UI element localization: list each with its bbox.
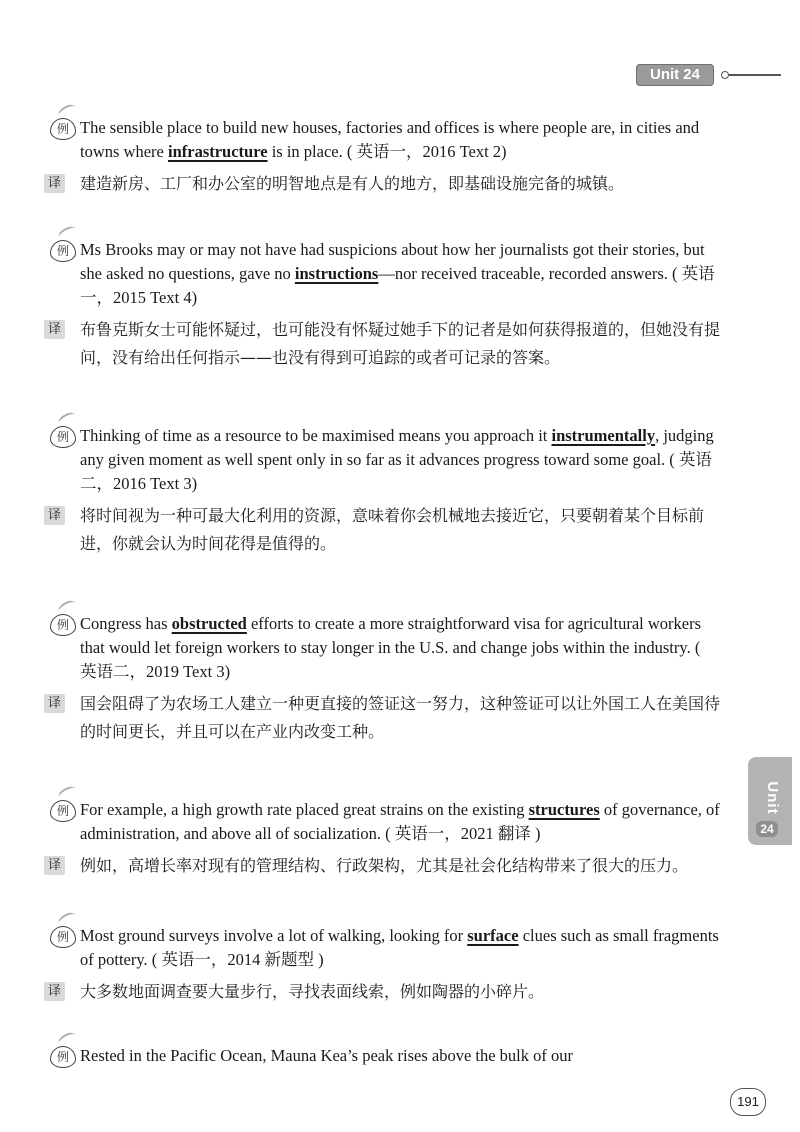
translation-text: 例如，高增长率对现有的管理结构、行政架构，尤其是社会化结构带来了很大的压力。 bbox=[80, 856, 689, 875]
example-mark-icon: 例 bbox=[50, 240, 76, 262]
sentence-text: efforts to create a more straightforward visa for agricultural workers that would let foreign workers to stay longer in the U.S. and change jobs within the industry. ( 英语二，2019 Text 3) bbox=[80, 614, 702, 681]
sentence-text: Thinking of time as a resource to be maximised means you approach it bbox=[80, 426, 552, 445]
keyword: structures bbox=[528, 800, 600, 819]
sentence-text: —nor received traceable, recorded answers. ( 英语一，2015 Text 4) bbox=[80, 264, 715, 307]
translation bbox=[48, 690, 720, 746]
translation-text: 布鲁克斯女士可能怀疑过，也可能没有怀疑过她手下的记者是如何获得报道的，但她没有提问，没有给出任何指示——也没有得到可追踪的或者可记录的答案。 bbox=[80, 320, 721, 367]
unit-badge: Unit 24 bbox=[636, 64, 714, 86]
feather-icon bbox=[57, 598, 78, 615]
translation bbox=[48, 170, 720, 198]
example-mark-icon: 例 bbox=[50, 614, 76, 636]
unit-side-tab bbox=[748, 757, 792, 845]
translation-mark-icon: 译 bbox=[44, 320, 65, 339]
keyword: instructions bbox=[294, 264, 379, 283]
example-block bbox=[48, 798, 720, 880]
translation bbox=[48, 502, 720, 558]
sentence-text: of governance, of administration, and above all of socialization. ( 英语一，2021 翻译 ) bbox=[80, 800, 720, 843]
translation-mark-icon: 译 bbox=[44, 982, 65, 1001]
side-tab-label: Unit bbox=[764, 781, 781, 815]
side-tab-number: 24 bbox=[756, 821, 778, 837]
example-mark-icon: 例 bbox=[50, 800, 76, 822]
sentence-text: Congress has bbox=[80, 614, 172, 633]
keyword: surface bbox=[467, 926, 519, 945]
translation bbox=[48, 316, 720, 372]
sentence-text: clues such as small fragments of pottery. ( 英语一，2014 新题型 ) bbox=[80, 926, 719, 969]
feather-icon bbox=[57, 910, 78, 927]
translation bbox=[48, 852, 720, 880]
translation-text: 大多数地面调查要大量步行，寻找表面线索，例如陶器的小碎片。 bbox=[80, 982, 545, 1001]
example-mark-icon: 例 bbox=[50, 118, 76, 140]
example-sentence bbox=[48, 1044, 720, 1068]
example-block bbox=[48, 924, 720, 1006]
sentence-text: The sensible place to build new houses, factories and offices is where people are, in cities and towns where bbox=[80, 118, 700, 161]
example-block bbox=[48, 116, 720, 198]
example-sentence bbox=[48, 612, 720, 684]
feather-icon bbox=[57, 102, 78, 119]
translation-mark-icon: 译 bbox=[44, 506, 65, 525]
header-dot bbox=[721, 71, 729, 79]
translation bbox=[48, 978, 720, 1006]
example-mark-icon: 例 bbox=[50, 926, 76, 948]
keyword: obstructed bbox=[171, 614, 247, 633]
example-mark-icon: 例 bbox=[50, 426, 76, 448]
sentence-text: is in place. ( 英语一，2016 Text 2) bbox=[267, 142, 507, 161]
example-block bbox=[48, 238, 720, 372]
feather-icon bbox=[57, 224, 78, 241]
sentence-text: Ms Brooks may or may not have had suspicions about how her journalists got their stories, but she asked no questions, gave no bbox=[80, 240, 705, 283]
example-block bbox=[48, 1044, 720, 1068]
feather-icon bbox=[57, 784, 78, 801]
header-rule bbox=[729, 74, 781, 76]
unit-header bbox=[636, 64, 781, 86]
keyword: infrastructure bbox=[167, 142, 268, 161]
example-sentence bbox=[48, 238, 720, 310]
example-sentence bbox=[48, 424, 720, 496]
feather-icon bbox=[57, 410, 78, 427]
sentence-text: , judging any given moment as well spent only in so far as it advances progress toward some goal. ( 英语二，2016 Text 3) bbox=[80, 426, 714, 493]
translation-mark-icon: 译 bbox=[44, 856, 65, 875]
example-sentence bbox=[48, 116, 720, 164]
keyword: instrumentally bbox=[551, 426, 656, 445]
translation-text: 将时间视为一种可最大化利用的资源，意味着你会机械地去接近它，只要朝着某个目标前进，你就会认为时间花得是值得的。 bbox=[80, 506, 705, 553]
page-number: 191 bbox=[730, 1088, 766, 1116]
example-sentence bbox=[48, 798, 720, 846]
translation-mark-icon: 译 bbox=[44, 174, 65, 193]
translation-mark-icon: 译 bbox=[44, 694, 65, 713]
example-block bbox=[48, 424, 720, 558]
translation-text: 国会阻碍了为农场工人建立一种更直接的签证这一努力，这种签证可以让外国工人在美国待的时间更长，并且可以在产业内改变工种。 bbox=[80, 694, 721, 741]
sentence-text: Rested in the Pacific Ocean, Mauna Kea’s peak rises above the bulk of our bbox=[80, 1046, 574, 1065]
example-mark-icon: 例 bbox=[50, 1046, 76, 1068]
example-block bbox=[48, 612, 720, 746]
sentence-text: Most ground surveys involve a lot of walking, looking for bbox=[80, 926, 468, 945]
example-sentence bbox=[48, 924, 720, 972]
feather-icon bbox=[57, 1030, 78, 1047]
translation-text: 建造新房、工厂和办公室的明智地点是有人的地方，即基础设施完备的城镇。 bbox=[80, 174, 625, 193]
sentence-text: For example, a high growth rate placed great strains on the existing bbox=[80, 800, 529, 819]
